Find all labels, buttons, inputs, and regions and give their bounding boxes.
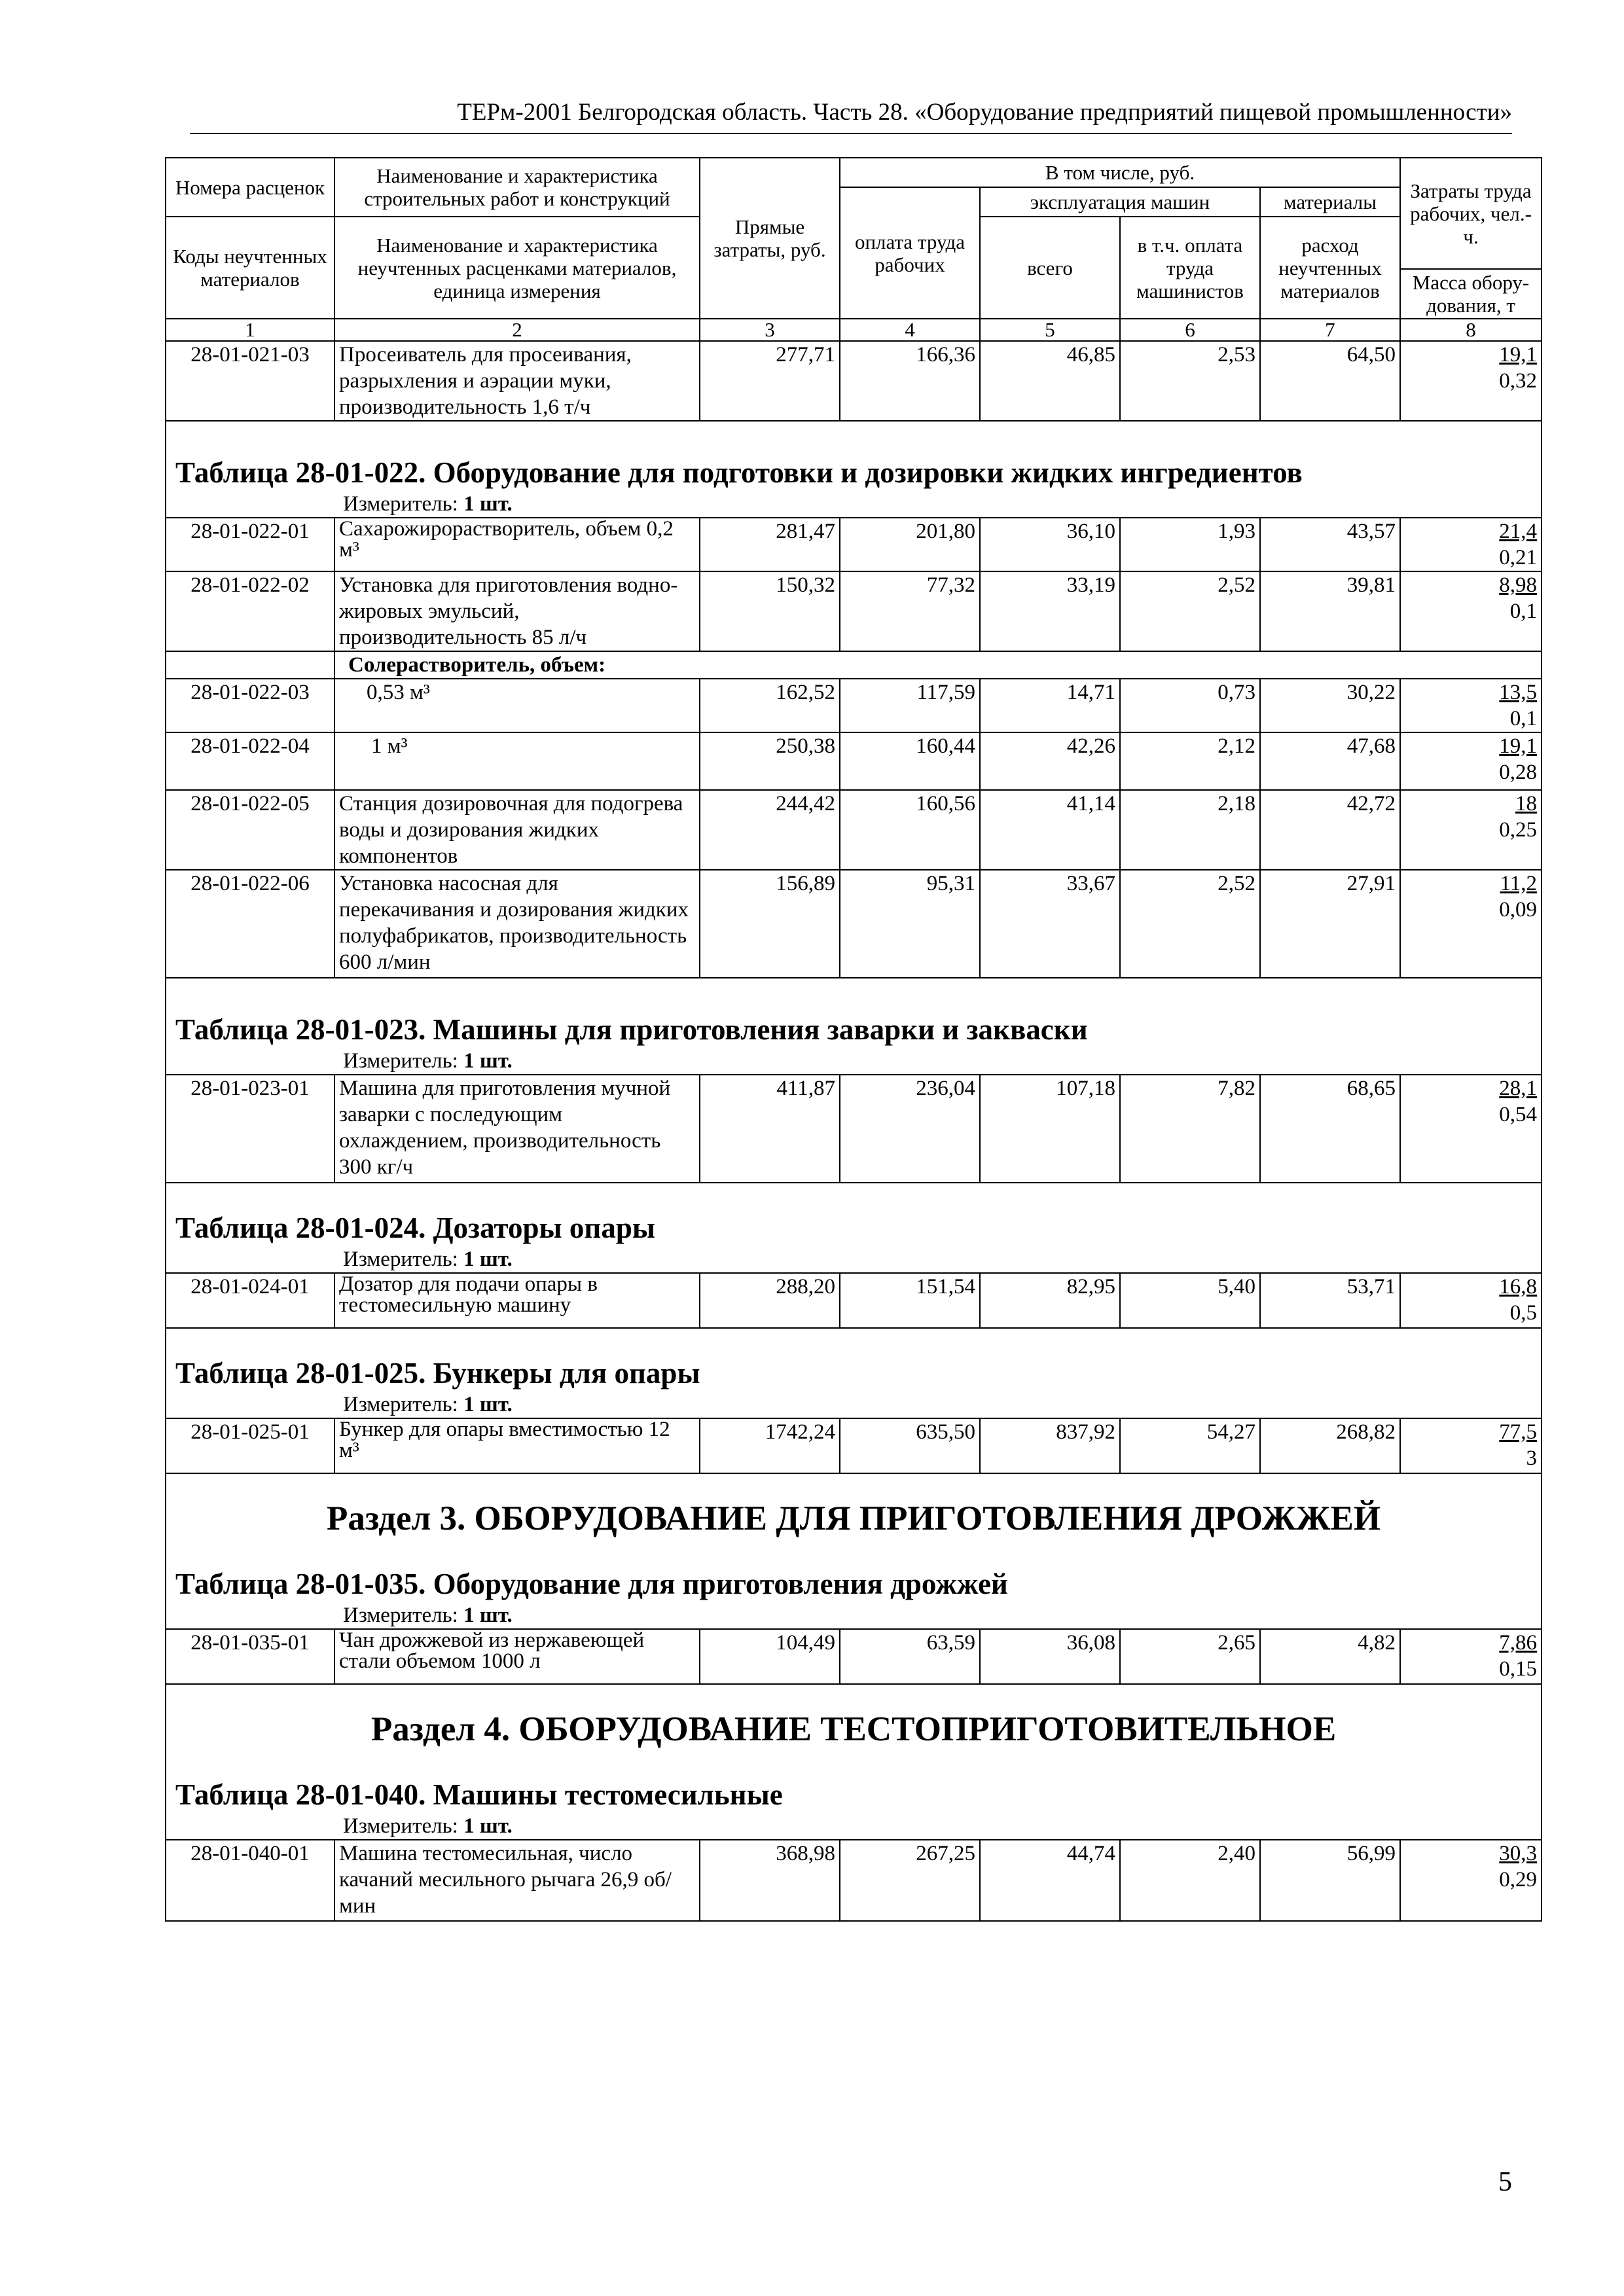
col-num: 8 <box>1400 319 1542 341</box>
col-header-including: В том числе, руб. <box>840 158 1400 187</box>
rate-code: 28-01-022-01 <box>166 518 334 571</box>
table-title: Таблица 28-01-025. Бункеры для опары <box>175 1357 700 1390</box>
labor-hours: 11,2 <box>1500 872 1538 895</box>
rate-code: 28-01-022-04 <box>166 732 334 790</box>
labor-hours: 30,3 <box>1499 1842 1538 1865</box>
rate-name: 0,53 м³ <box>334 679 700 732</box>
materials-cost: 43,57 <box>1260 518 1400 571</box>
section-title-row <box>166 1684 1542 1840</box>
machinist-wage: 5,40 <box>1120 1273 1260 1328</box>
col-num: 5 <box>980 319 1120 341</box>
labor-hours: 7,86 <box>1499 1631 1538 1655</box>
rate-code: 28-01-035-01 <box>166 1629 334 1684</box>
section-title-row <box>166 1473 1542 1629</box>
table-row <box>166 1273 1542 1328</box>
direct-cost: 250,38 <box>700 732 840 790</box>
labor-and-mass <box>1400 1629 1542 1684</box>
labor-and-mass <box>1400 1840 1542 1921</box>
direct-cost: 368,98 <box>700 1840 840 1921</box>
machine-cost: 41,14 <box>980 790 1120 870</box>
materials-cost: 27,91 <box>1260 870 1400 978</box>
col-header-machines-total: всего <box>980 217 1120 319</box>
labor-hours: 18 <box>1515 792 1538 816</box>
running-header: ТЕРм-2001 Белгородская область. Часть 28. «Оборудование предприятий пищевой промышленности» <box>457 99 1512 126</box>
labor-and-mass <box>1400 732 1542 790</box>
col-header-materials-use: расход неучтенных материалов <box>1260 217 1400 319</box>
col-header-machinists-wage: в т.ч. оплата труда машинистов <box>1120 217 1260 319</box>
materials-cost: 39,81 <box>1260 571 1400 651</box>
equipment-mass: 0,25 <box>1499 818 1538 842</box>
machinist-wage: 2,18 <box>1120 790 1260 870</box>
labor-hours: 8,98 <box>1499 573 1538 597</box>
rate-name: Бункер для опары вместимостью 12 м³ <box>334 1418 700 1473</box>
equipment-mass: 0,29 <box>1499 1868 1538 1892</box>
machinist-wage: 2,53 <box>1120 341 1260 421</box>
empty-cell <box>166 651 334 679</box>
wage-cost: 236,04 <box>840 1075 980 1183</box>
materials-cost: 64,50 <box>1260 341 1400 421</box>
machine-cost: 837,92 <box>980 1418 1120 1473</box>
rate-code: 28-01-024-01 <box>166 1273 334 1328</box>
section-title: Раздел 3. ОБОРУДОВАНИЕ ДЛЯ ПРИГОТОВЛЕНИЯ ДРОЖЖЕЙ <box>326 1499 1381 1537</box>
measure-unit: Измеритель: 1 шт. <box>343 1049 513 1073</box>
rate-name: 1 м³ <box>334 732 700 790</box>
col-header-codes: Номера расценок <box>166 158 334 217</box>
rate-name: Установка насосная для перекачивания и дозирования жидких полуфабрикатов, производительность 600 л/мин <box>334 870 700 978</box>
materials-cost: 42,72 <box>1260 790 1400 870</box>
materials-cost: 56,99 <box>1260 1840 1400 1921</box>
direct-cost: 411,87 <box>700 1075 840 1183</box>
rate-name: Сахарожирорастворитель, объем 0,2 м³ <box>334 518 700 571</box>
table-title-row <box>166 1328 1542 1418</box>
rate-code: 28-01-021-03 <box>166 341 334 421</box>
machine-cost: 107,18 <box>980 1075 1120 1183</box>
direct-cost: 1742,24 <box>700 1418 840 1473</box>
machinist-wage: 2,12 <box>1120 732 1260 790</box>
labor-hours: 77,5 <box>1499 1420 1538 1444</box>
materials-cost: 4,82 <box>1260 1629 1400 1684</box>
rate-name: Машина для приготовления мучной заварки с последующим охлаждением, производительность 300 кг/ч <box>334 1075 700 1183</box>
equipment-mass: 0,28 <box>1499 761 1538 784</box>
rate-code: 28-01-025-01 <box>166 1418 334 1473</box>
col-num: 1 <box>166 319 334 341</box>
rates-table <box>165 157 1542 1922</box>
labor-and-mass <box>1400 790 1542 870</box>
table-title: Таблица 28-01-035. Оборудование для приготовления дрожжей <box>175 1568 1008 1600</box>
wage-cost: 77,32 <box>840 571 980 651</box>
labor-and-mass <box>1400 870 1542 978</box>
col-num: 4 <box>840 319 980 341</box>
wage-cost: 267,25 <box>840 1840 980 1921</box>
measure-unit: Измеритель: 1 шт. <box>343 1604 513 1627</box>
direct-cost: 244,42 <box>700 790 840 870</box>
measure-unit: Измеритель: 1 шт. <box>343 492 513 516</box>
wage-cost: 160,44 <box>840 732 980 790</box>
labor-and-mass <box>1400 679 1542 732</box>
materials-cost: 47,68 <box>1260 732 1400 790</box>
direct-cost: 162,52 <box>700 679 840 732</box>
table-row <box>166 571 1542 651</box>
col-num: 6 <box>1120 319 1260 341</box>
equipment-mass: 0,1 <box>1509 600 1538 623</box>
section-title: Раздел 4. ОБОРУДОВАНИЕ ТЕСТОПРИГОТОВИТЕЛЬНОЕ <box>370 1710 1337 1748</box>
labor-and-mass <box>1400 518 1542 571</box>
measure-unit: Измеритель: 1 шт. <box>343 1247 513 1271</box>
col-header-labor: Затраты труда рабочих, чел.-ч. <box>1400 158 1542 269</box>
labor-and-mass <box>1400 1273 1542 1328</box>
rate-name: Машина тестомесильная, число качаний месильного рычага 26,9 об/мин <box>334 1840 700 1921</box>
col-header-unaccounted-codes: Коды неучтенных материалов <box>166 217 334 319</box>
labor-and-mass <box>1400 1418 1542 1473</box>
direct-cost: 277,71 <box>700 341 840 421</box>
equipment-mass: 0,5 <box>1509 1301 1538 1325</box>
col-header-materials: материалы <box>1260 187 1400 217</box>
measure-unit: Измеритель: 1 шт. <box>343 1814 513 1838</box>
table-row <box>166 870 1542 978</box>
equipment-mass: 0,54 <box>1499 1103 1538 1126</box>
wage-cost: 160,56 <box>840 790 980 870</box>
machinist-wage: 54,27 <box>1120 1418 1260 1473</box>
direct-cost: 156,89 <box>700 870 840 978</box>
table-row <box>166 518 1542 571</box>
materials-cost: 30,22 <box>1260 679 1400 732</box>
direct-cost: 104,49 <box>700 1629 840 1684</box>
equipment-mass: 0,09 <box>1499 898 1538 922</box>
col-header-mass: Масса обору-дования, т <box>1400 269 1542 319</box>
direct-cost: 288,20 <box>700 1273 840 1328</box>
table-row <box>166 1418 1542 1473</box>
machine-cost: 42,26 <box>980 732 1120 790</box>
machine-cost: 33,67 <box>980 870 1120 978</box>
direct-cost: 150,32 <box>700 571 840 651</box>
table-row <box>166 341 1542 421</box>
equipment-mass: 0,15 <box>1499 1657 1538 1681</box>
table-title: Таблица 28-01-022. Оборудование для подготовки и дозировки жидких ингредиентов <box>175 456 1303 489</box>
table-title: Таблица 28-01-040. Машины тестомесильные <box>175 1778 783 1811</box>
table-row <box>166 1840 1542 1921</box>
machine-cost: 36,10 <box>980 518 1120 571</box>
rate-code: 28-01-022-02 <box>166 571 334 651</box>
rate-name: Просеиватель для просеивания, разрыхления и аэрации муки, производительность 1,6 т/ч <box>334 341 700 421</box>
rate-code: 28-01-023-01 <box>166 1075 334 1183</box>
machinist-wage: 2,65 <box>1120 1629 1260 1684</box>
col-header-wage: оплата труда рабочих <box>840 187 980 319</box>
wage-cost: 117,59 <box>840 679 980 732</box>
machine-cost: 82,95 <box>980 1273 1120 1328</box>
col-num: 7 <box>1260 319 1400 341</box>
labor-and-mass <box>1400 341 1542 421</box>
rate-code: 28-01-040-01 <box>166 1840 334 1921</box>
col-num: 3 <box>700 319 840 341</box>
rate-code: 28-01-022-05 <box>166 790 334 870</box>
equipment-mass: 0,32 <box>1499 369 1538 393</box>
labor-and-mass <box>1400 571 1542 651</box>
machinist-wage: 2,52 <box>1120 870 1260 978</box>
wage-cost: 95,31 <box>840 870 980 978</box>
rate-name: Станция дозировочная для подогрева воды и дозирования жидких компонентов <box>334 790 700 870</box>
machine-cost: 33,19 <box>980 571 1120 651</box>
table-title-row <box>166 978 1542 1075</box>
wage-cost: 166,36 <box>840 341 980 421</box>
wage-cost: 201,80 <box>840 518 980 571</box>
table-row <box>166 679 1542 732</box>
labor-hours: 19,1 <box>1499 734 1538 758</box>
equipment-mass: 0,21 <box>1499 546 1538 569</box>
table-row <box>166 1629 1542 1684</box>
table-row <box>166 1075 1542 1183</box>
col-num: 2 <box>334 319 700 341</box>
machine-cost: 14,71 <box>980 679 1120 732</box>
rate-name: Установка для приготовления водно-жировых эмульсий, производительность 85 л/ч <box>334 571 700 651</box>
rate-code: 28-01-022-06 <box>166 870 334 978</box>
subheading: Солерастворитель, объем: <box>334 651 1542 679</box>
header-rule <box>190 133 1512 134</box>
table-row <box>166 732 1542 790</box>
table-row <box>166 790 1542 870</box>
col-header-unaccounted-name: Наименование и характеристика неучтенных расценками материалов, единица измерения <box>334 217 700 319</box>
labor-hours: 28,1 <box>1499 1077 1538 1100</box>
wage-cost: 635,50 <box>840 1418 980 1473</box>
materials-cost: 53,71 <box>1260 1273 1400 1328</box>
rate-code: 28-01-022-03 <box>166 679 334 732</box>
rate-name: Чан дрожжевой из нержавеющей стали объемом 1000 л <box>334 1629 700 1684</box>
direct-cost: 281,47 <box>700 518 840 571</box>
machine-cost: 44,74 <box>980 1840 1120 1921</box>
measure-unit: Измеритель: 1 шт. <box>343 1393 513 1416</box>
col-header-name: Наименование и характеристика строительных работ и конструкций <box>334 158 700 217</box>
labor-hours: 21,4 <box>1499 520 1538 543</box>
table-title: Таблица 28-01-023. Машины для приготовления заварки и закваски <box>175 1013 1088 1046</box>
machinist-wage: 2,40 <box>1120 1840 1260 1921</box>
wage-cost: 63,59 <box>840 1629 980 1684</box>
table-title-row <box>166 1183 1542 1273</box>
equipment-mass: 0,1 <box>1509 707 1538 730</box>
table-title-row <box>166 421 1542 518</box>
labor-hours: 13,5 <box>1499 681 1538 704</box>
table-title: Таблица 28-01-024. Дозаторы опары <box>175 1211 655 1244</box>
equipment-mass: 3 <box>1526 1446 1538 1470</box>
materials-cost: 268,82 <box>1260 1418 1400 1473</box>
rate-name: Дозатор для подачи опары в тестомесильную машину <box>334 1273 700 1328</box>
labor-and-mass <box>1400 1075 1542 1183</box>
labor-hours: 16,8 <box>1499 1275 1538 1299</box>
machine-cost: 36,08 <box>980 1629 1120 1684</box>
col-header-machines: эксплуатация машин <box>980 187 1260 217</box>
col-header-direct: Прямые затраты, руб. <box>700 158 840 319</box>
subheading-row <box>166 651 1542 679</box>
machinist-wage: 2,52 <box>1120 571 1260 651</box>
wage-cost: 151,54 <box>840 1273 980 1328</box>
labor-hours: 19,1 <box>1499 343 1538 367</box>
machinist-wage: 7,82 <box>1120 1075 1260 1183</box>
machinist-wage: 0,73 <box>1120 679 1260 732</box>
page-number: 5 <box>1498 2167 1512 2197</box>
machine-cost: 46,85 <box>980 341 1120 421</box>
machinist-wage: 1,93 <box>1120 518 1260 571</box>
materials-cost: 68,65 <box>1260 1075 1400 1183</box>
